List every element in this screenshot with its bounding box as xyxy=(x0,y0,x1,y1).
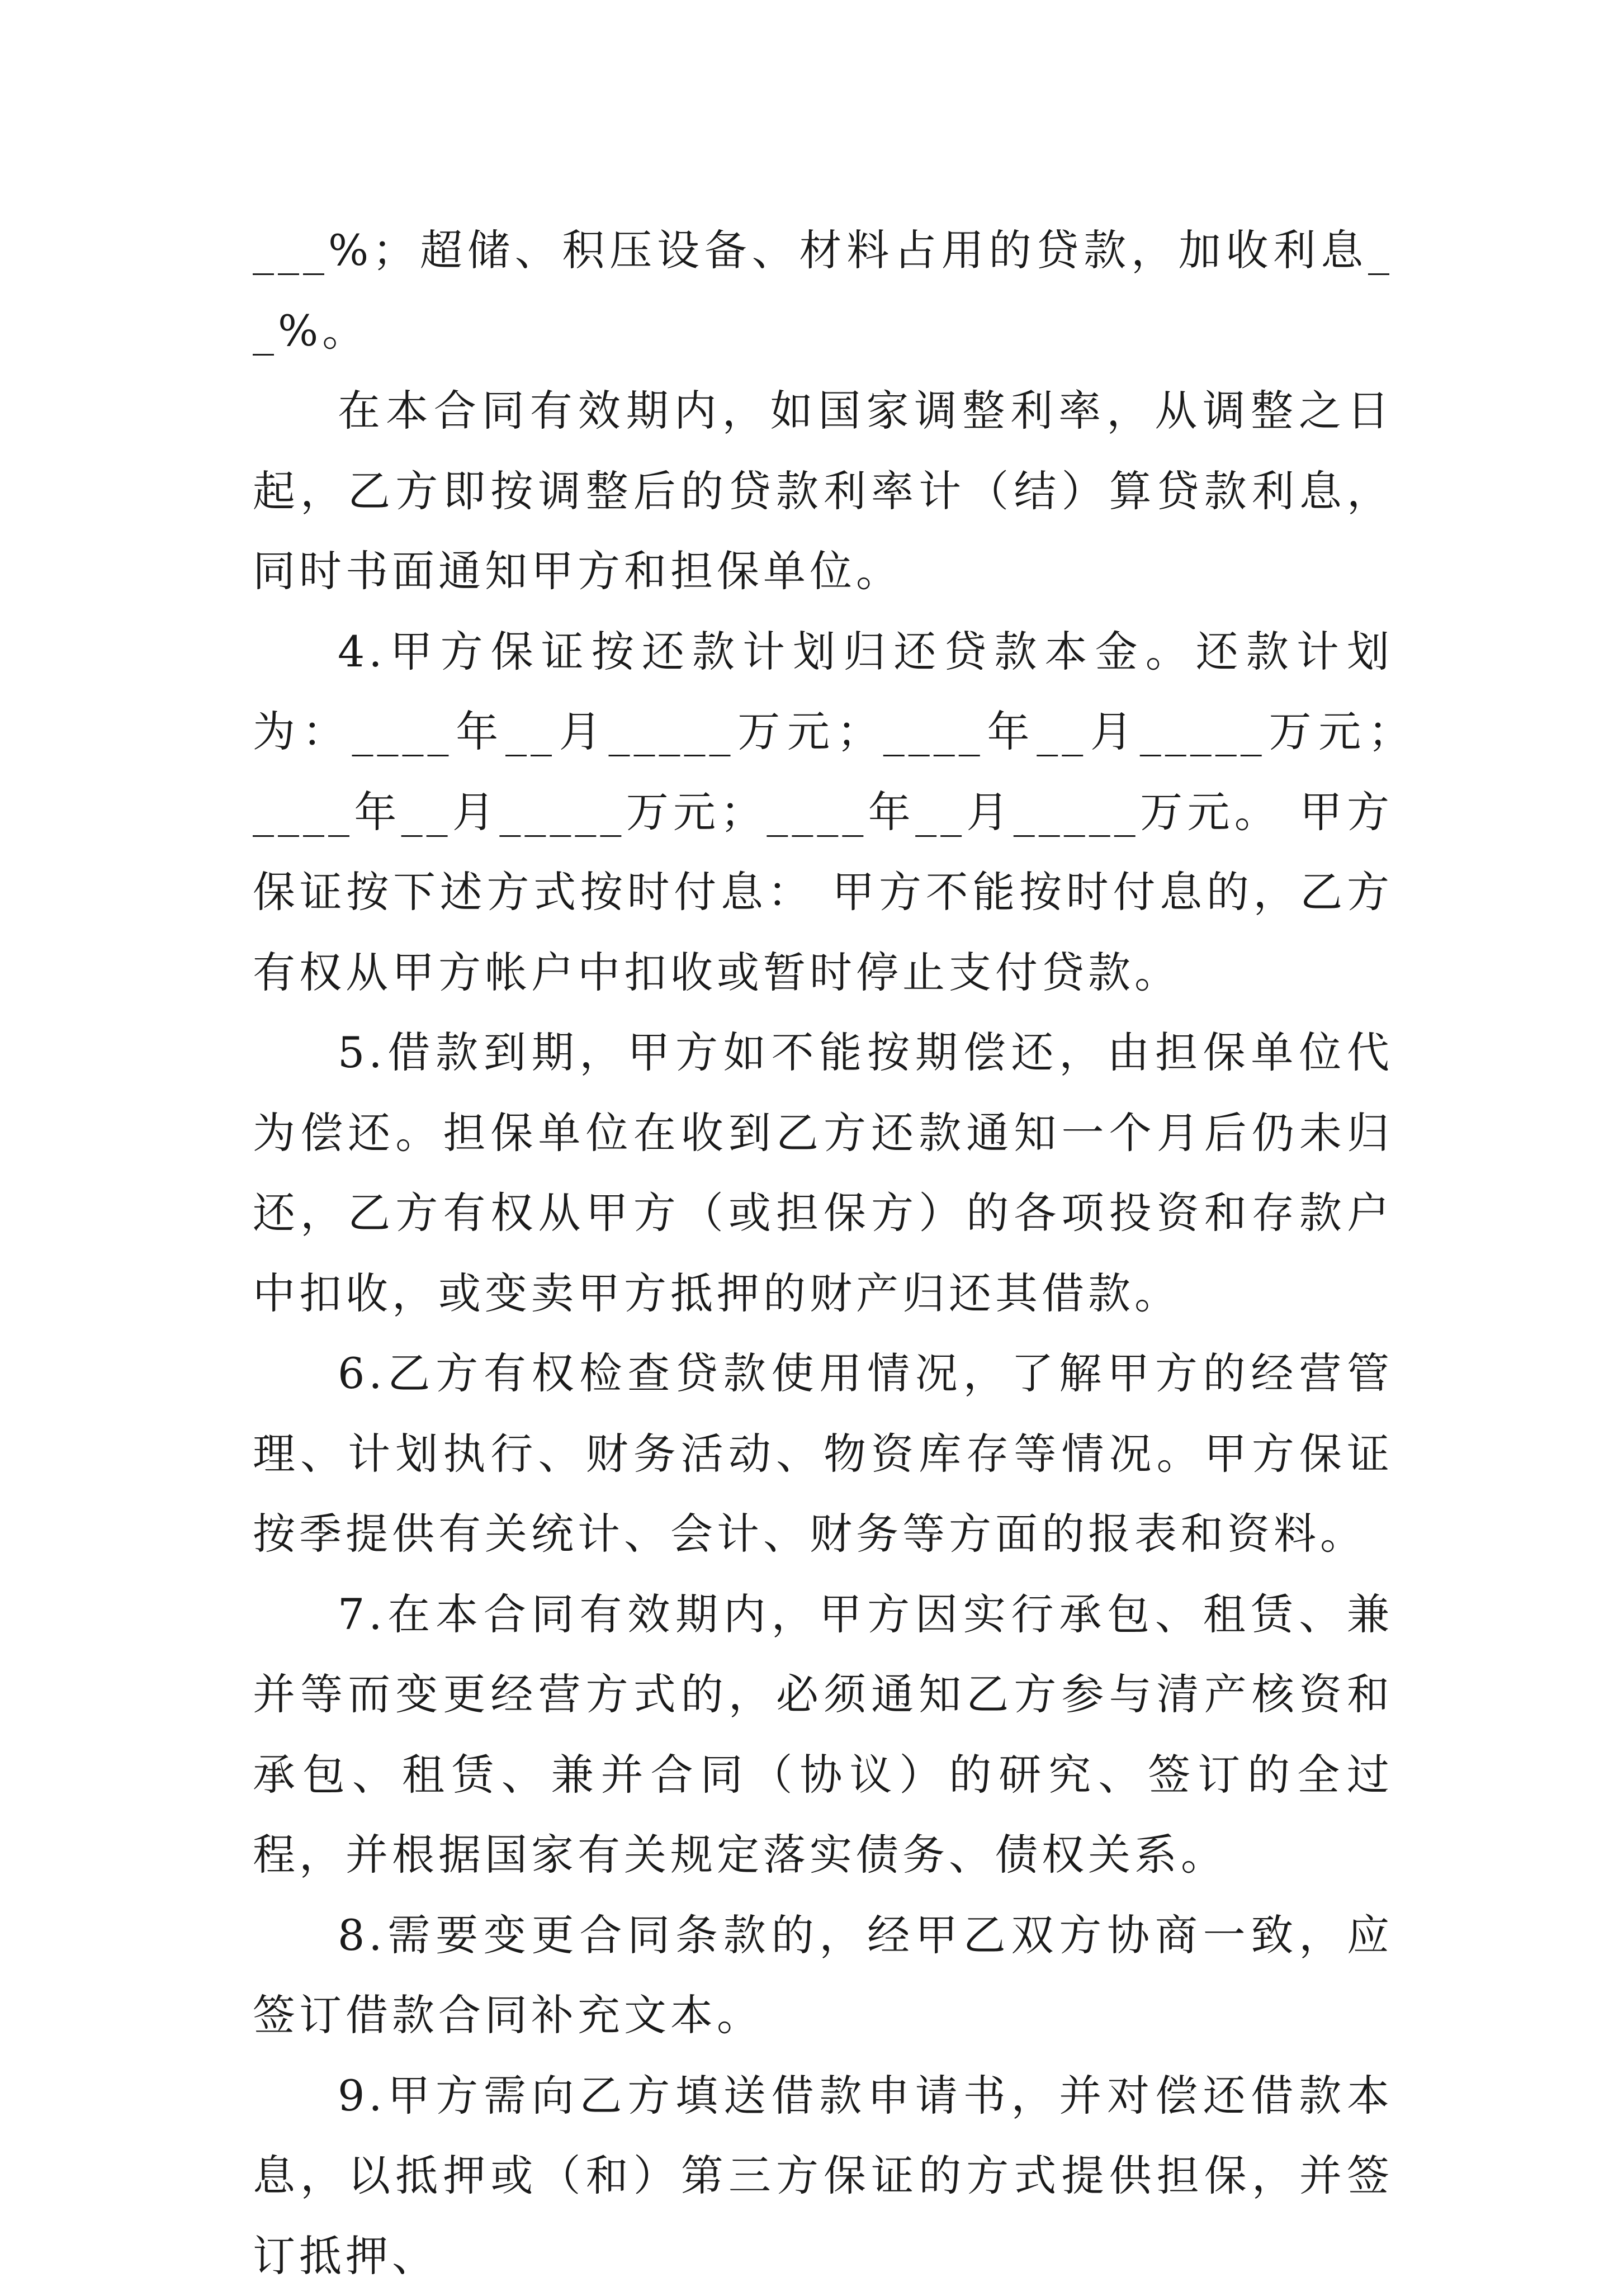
paragraph-clause-4: 4.甲方保证按还款计划归还贷款本金。还款计划为：____年__月_____万元；____年__月_____万元； ____年__月_____万元；____年__月_____万元。 甲方保证按下述方式按时付息： 甲方不能按时付息的，乙方有权从甲方帐户中扣收或暂时停止支付贷款。 xyxy=(253,612,1393,1013)
paragraph-clause-6: 6.乙方有权检查贷款使用情况，了解甲方的经营管理、计划执行、财务活动、物资库存等情况。甲方保证按季提供有关统计、会计、财务等方面的报表和资料。 xyxy=(253,1333,1393,1574)
paragraph-clause-9: 9.甲方需向乙方填送借款申请书，并对偿还借款本息，以抵押或（和）第三方保证的方式提供担保，并签订抵押、 xyxy=(253,2056,1393,2296)
paragraph-rate-adjustment: 在本合同有效期内，如国家调整利率，从调整之日起，乙方即按调整后的贷款利率计（结）算贷款利息，同时书面通知甲方和担保单位。 xyxy=(253,371,1393,612)
paragraph-clause-8: 8.需要变更合同条款的，经甲乙双方协商一致，应签订借款合同补充文本。 xyxy=(253,1895,1393,2056)
paragraph-clause-7: 7.在本合同有效期内，甲方因实行承包、租赁、兼并等而变更经营方式的，必须通知乙方参与清产核资和承包、租赁、兼并合同（协议）的研究、签订的全过程，并根据国家有关规定落实债务、债权关系。 xyxy=(253,1574,1393,1895)
paragraph-rate-tail: ___%；超储、积压设备、材料占用的贷款，加收利息__%。 xyxy=(253,210,1393,371)
paragraph-clause-5: 5.借款到期，甲方如不能按期偿还，由担保单位代为偿还。担保单位在收到乙方还款通知一个月后仍未归还，乙方有权从甲方（或担保方）的各项投资和存款户中扣收，或变卖甲方抵押的财产归还其借款。 xyxy=(253,1012,1393,1333)
document-body xyxy=(253,210,1393,2296)
